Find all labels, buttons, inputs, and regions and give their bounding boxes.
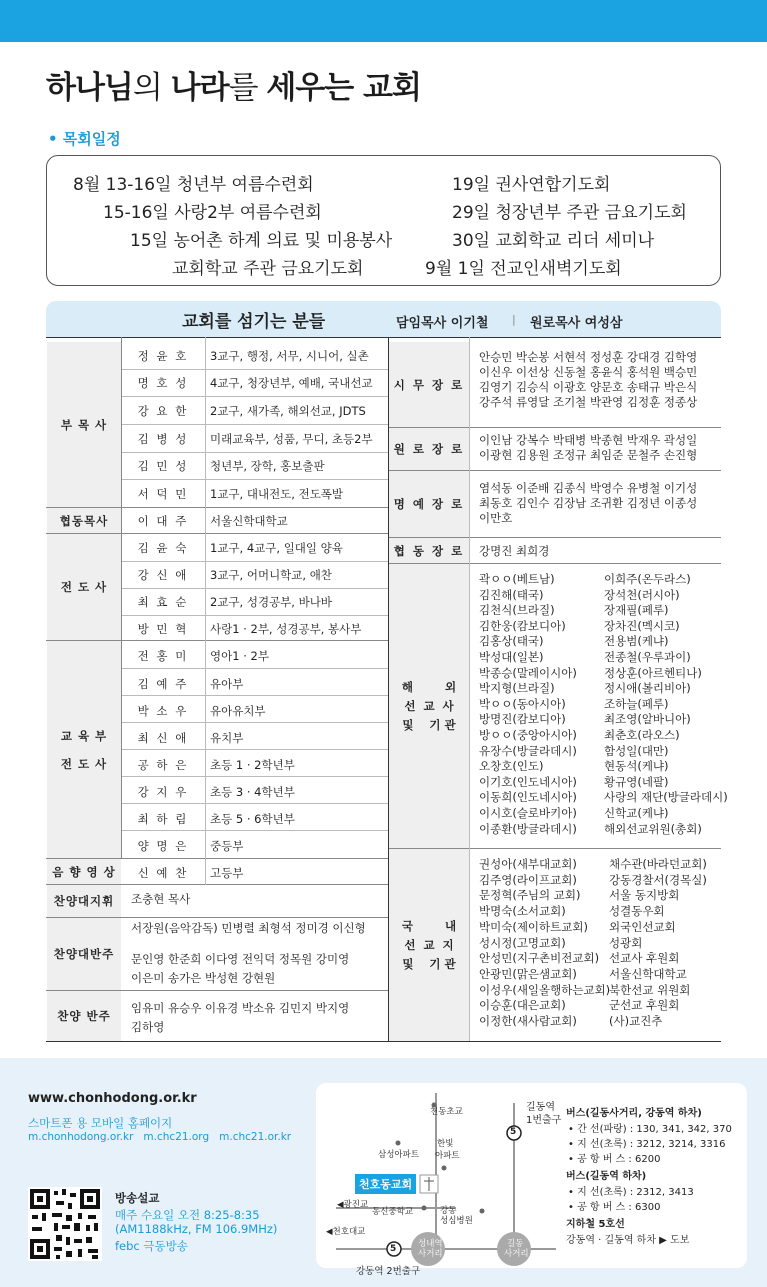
- row-divider: [121, 803, 388, 804]
- title-part: 를: [228, 70, 267, 106]
- title-part: 하나님: [46, 70, 133, 106]
- cat-line: 및 기 관: [402, 717, 456, 732]
- cat-line: 선 교 사: [404, 698, 454, 713]
- staff-duty: 2교구, 성경공부, 바나바: [210, 595, 332, 609]
- cat-assoc: 부 목 사: [47, 342, 121, 507]
- row-divider: [389, 470, 721, 471]
- staff-name: 최 신 애: [137, 731, 189, 745]
- title-part: 세우는 교회: [266, 70, 421, 106]
- cat-active-elders: 시 무 장 로: [389, 342, 469, 427]
- title-part: 나라: [170, 70, 229, 106]
- list-item: 김한웅(캄보디아): [479, 618, 566, 633]
- staff-duty: 중등부: [210, 839, 244, 853]
- list-item: 김주영(라이프교회): [479, 872, 577, 887]
- row-divider: [121, 424, 388, 425]
- map-label: 아파트: [435, 1151, 460, 1161]
- schedule-item: 19일 권사연합기도회: [452, 175, 611, 195]
- cat-coop: 협동목사: [47, 508, 121, 533]
- map-label: 성내역: [418, 1239, 443, 1249]
- broadcast-freq: (AM1188kHz, FM 106.9MHz): [115, 1222, 278, 1236]
- list-item: 강동경찰서(경목실): [609, 872, 707, 887]
- staff-name: 공 하 은: [137, 758, 189, 772]
- staff-name: 최 효 순: [137, 595, 189, 609]
- list-item: 박종승(말레이시아): [479, 665, 577, 680]
- staff-name: 전 홍 미: [137, 649, 189, 663]
- staff-duty: 2교구, 새가족, 해외선교, JDTS: [210, 404, 366, 418]
- row-divider: [389, 563, 721, 564]
- col-divider: [121, 337, 122, 858]
- map-label: 삼성아파트: [378, 1150, 420, 1160]
- col-divider: [469, 337, 470, 1041]
- accompanist-list: 문인영 한준희 이다영 전익덕 정목원 강미영: [131, 952, 350, 966]
- row-divider: [121, 452, 388, 453]
- list-item: 외국인선교회: [609, 919, 676, 934]
- list-item: 오창호(인도): [479, 759, 544, 774]
- col-divider: [388, 337, 389, 1041]
- row-divider: [46, 884, 388, 885]
- list-item: 안광민(맑은샘교회): [479, 966, 577, 981]
- mobile-label: 스마트폰 용 모바일 홈페이지: [28, 1116, 173, 1130]
- bus-line: • 간 선(파랑) : 130, 341, 342, 370: [568, 1124, 732, 1135]
- map-label: 성심병원: [440, 1216, 473, 1226]
- emeritus-list: 이광현 김용원 조정규 최임준 문철주 손진형: [479, 448, 698, 462]
- list-item: 권성아(새부대교회): [479, 857, 577, 871]
- cat-line: 선 교 지: [404, 937, 454, 952]
- schedule-label: • 목회일정: [48, 130, 121, 148]
- av-staff: 조충현 목사: [131, 892, 191, 906]
- row-divider: [46, 917, 388, 918]
- list-item: 정상훈(아르헨티나): [604, 665, 702, 680]
- broadcast-title: 방송설교: [115, 1191, 160, 1205]
- staff-name: 서 덕 민: [137, 487, 189, 501]
- map-label: 강동역 2번출구: [356, 1266, 421, 1277]
- cat-evang: 전 도 사: [47, 534, 121, 640]
- bus-line: • 공 항 버 스 : 6300: [568, 1202, 661, 1213]
- cat-line: 및 기 관: [402, 956, 456, 971]
- col-divider: [205, 337, 206, 885]
- list-item: 북한선교 위원회: [609, 982, 691, 997]
- row-divider: [121, 615, 388, 616]
- list-item: 최조영(알바니아): [604, 712, 691, 727]
- church-marker[interactable]: 천호동교회: [355, 1174, 416, 1194]
- row-divider: [121, 668, 388, 669]
- row-divider: [46, 990, 388, 991]
- list-item: 이시호(슬로바키아): [479, 806, 577, 820]
- list-item: 이성우(새일올행하는교회): [479, 982, 611, 997]
- staff-duty: 1교구, 대내전도, 전도폭발: [210, 487, 344, 501]
- row-divider: [46, 507, 388, 508]
- staff-duty: 초등 1 · 2학년부: [210, 758, 295, 772]
- row-divider: [121, 695, 388, 696]
- schedule-item: 15-16일 사랑2부 여름수련회: [103, 203, 322, 223]
- header-separator: |: [512, 313, 516, 326]
- list-item: 장차진(멕시코): [604, 618, 680, 633]
- conductor-list: 서장원(음악감독) 민병렬 최형석 정미경 이신형: [131, 921, 366, 935]
- staff-duty: 고등부: [210, 866, 244, 880]
- row-divider: [121, 561, 388, 562]
- list-item: 사랑의 재단(방글라데시): [604, 790, 728, 805]
- staff-duty: 3교구, 어머니학교, 애찬: [210, 568, 332, 582]
- row-divider: [46, 640, 388, 641]
- staff-duty: 초등 3 · 4학년부: [210, 785, 295, 799]
- map-label: 길동: [507, 1239, 524, 1249]
- map-label: ◀천호대교: [326, 1227, 366, 1237]
- elder-list: 안승민 박순봉 서현석 정성훈 강대경 김학영: [479, 350, 698, 364]
- list-item: 이승훈(대은교회): [479, 998, 566, 1013]
- staff-name: 김 예 주: [137, 677, 189, 691]
- staff-duty: 영아1 · 2부: [210, 649, 269, 663]
- list-item: 안성민(지구촌비전교회): [479, 951, 600, 966]
- staff-name: 이 대 주: [137, 514, 189, 528]
- emeritus-pastor: 원로목사 여성삼: [530, 316, 623, 331]
- staff-name: 최 하 림: [137, 812, 189, 826]
- emeritus-list: 이인남 강복수 박태병 박종현 박재우 곽성일: [479, 433, 698, 447]
- honorary-list: 최동호 김인수 김장남 조귀환 김정년 이종성: [479, 496, 698, 510]
- cat-overseas: [389, 564, 469, 848]
- map-label: 사거리: [418, 1249, 443, 1259]
- cat-choir-accompanist: 찬양대반주: [47, 918, 121, 990]
- row-divider: [46, 337, 721, 338]
- cat-conductor: 찬양대지휘: [47, 885, 121, 917]
- praise-accompanist-list: 김하영: [131, 1020, 165, 1034]
- staff-name: 김 병 성: [137, 432, 189, 446]
- list-item: 박성대(일본): [479, 650, 544, 664]
- coop-elder-list: 강명진 최희경: [479, 544, 550, 558]
- list-item: 전용범(케냐): [604, 634, 669, 649]
- broadcast-time: 매주 수요일 오전 8:25-8:35: [115, 1208, 260, 1222]
- line-number: 5: [510, 1127, 517, 1137]
- staff-name: 박 소 우: [137, 704, 189, 718]
- bus-heading: 버스(길동역 하차): [566, 1171, 647, 1182]
- list-item: 함성일(대만): [604, 743, 669, 758]
- list-item: 박ㅇㅇ(동아시아): [479, 696, 566, 711]
- list-item: 현동석(케냐): [604, 759, 669, 774]
- list-item: 박지형(브라질): [479, 681, 555, 696]
- list-item: 신학교(케냐): [604, 806, 669, 820]
- list-item: 성시정(고명교회): [479, 935, 566, 950]
- row-divider: [121, 749, 388, 750]
- bus-line: • 지 선(초록) : 2312, 3413: [568, 1187, 694, 1198]
- row-divider: [121, 588, 388, 589]
- staff-name: 강 요 한: [137, 404, 189, 418]
- cat-emeritus-elders: 원 로 장 로: [389, 428, 469, 470]
- bus-line: • 공 항 버 스 : 6200: [568, 1154, 661, 1165]
- map-label: 동신중학교: [372, 1207, 414, 1217]
- senior-pastor: 담임목사 이기철: [396, 316, 489, 331]
- list-item: 성결동우회: [609, 904, 665, 919]
- cat-coop-elders: 협 동 장 로: [389, 538, 469, 563]
- schedule-item: 9월 1일 전교인새벽기도회: [425, 259, 622, 279]
- bus-heading: 버스(길동사거리, 강동역 하차): [566, 1108, 702, 1119]
- list-item: 채수관(바라던교회): [609, 857, 707, 871]
- cat-edu: [47, 641, 121, 858]
- row-divider: [46, 1041, 721, 1042]
- staff-duty: 1교구, 4교구, 일대일 양육: [210, 541, 343, 555]
- elder-list: 강주석 류영달 조기철 박관영 김정훈 정종상: [479, 395, 698, 409]
- mobile-urls[interactable]: m.chonhodong.or.kr m.chc21.org m.chc21.or.kr: [28, 1131, 292, 1143]
- bus-line: • 지 선(초록) : 3212, 3214, 3316: [568, 1139, 726, 1150]
- list-item: 전종철(우루과이): [604, 650, 691, 664]
- list-item: 김천식(브라질): [479, 603, 555, 618]
- list-item: (사)교진추: [609, 1014, 663, 1028]
- elder-list: 이신우 이선상 신동철 홍윤식 홍석원 백승민: [479, 365, 698, 379]
- list-item: 김진해(태국): [479, 587, 544, 602]
- row-divider: [121, 396, 388, 397]
- map-label: 사거리: [504, 1249, 529, 1259]
- list-item: 문정혁(주님의 교회): [479, 888, 581, 903]
- map-label: 1번출구: [526, 1115, 562, 1126]
- schedule-item: 29일 청장년부 주관 금요기도회: [452, 203, 687, 223]
- top-accent-bar: [0, 0, 767, 42]
- list-item: 선교사 후원회: [609, 951, 680, 966]
- row-divider: [389, 427, 721, 428]
- staff-duty: 청년부, 장학, 홍보출판: [210, 459, 325, 473]
- praise-accompanist-list: 임유미 유승우 이유경 박소유 김민지 박지영: [131, 1001, 350, 1015]
- row-divider: [121, 369, 388, 370]
- cat-line: 해 외: [401, 679, 457, 694]
- schedule-item: 15일 농어촌 하계 의료 및 미용봉사: [130, 231, 393, 251]
- broadcast-station: febc 극동방송: [115, 1239, 188, 1253]
- list-item: 정시애(볼리비아): [604, 681, 691, 696]
- list-item: 장석천(러시아): [604, 587, 680, 602]
- staff-name: 김 민 성: [137, 459, 189, 473]
- list-item: 방ㅇㅇ(중앙아시아): [479, 728, 577, 742]
- row-divider: [121, 776, 388, 777]
- list-item: 이동희(인도네시아): [479, 790, 577, 805]
- row-divider: [121, 722, 388, 723]
- row-divider: [46, 533, 388, 534]
- staff-name: 정 윤 호: [137, 349, 189, 363]
- schedule-item: 30일 교회학교 리더 세미나: [452, 231, 655, 251]
- cat-praise-accompanist: 찬양 반주: [47, 991, 121, 1041]
- list-item: 장재필(페루): [604, 603, 669, 618]
- staff-name: 방 민 혁: [137, 622, 189, 636]
- staff-name: 강 지 우: [137, 785, 189, 799]
- staff-duty: 서울신학대학교: [210, 514, 288, 528]
- honorary-list: 이만호: [479, 511, 513, 525]
- row-divider: [389, 537, 721, 538]
- staff-name: 명 호 성: [137, 376, 189, 390]
- cat-line: 국 내: [401, 918, 457, 933]
- cat-av: 음 향 영 상: [47, 859, 121, 884]
- row-divider: [121, 479, 388, 480]
- subway-line: 강동역 · 길동역 하차 ▶ 도보: [566, 1235, 690, 1246]
- staff-duty: 유아부: [210, 677, 244, 691]
- list-item: 방명진(캄보디아): [479, 712, 566, 727]
- schedule-item: 교회학교 주관 금요기도회: [172, 259, 364, 279]
- list-item: 성광회: [609, 935, 643, 950]
- list-item: 이종환(방글라데시): [479, 821, 577, 836]
- staff-duty: 4교구, 청장년부, 예배, 국내선교: [210, 376, 373, 390]
- qr-code-icon[interactable]: [28, 1187, 102, 1261]
- list-item: 최춘호(라오스): [604, 728, 680, 742]
- page-title: [46, 62, 421, 107]
- cat-edu-line: 교 육 부: [60, 728, 108, 743]
- list-item: 서울 동지방회: [609, 888, 680, 903]
- list-item: 곽ㅇㅇ(베트남): [479, 572, 555, 586]
- map-label: 길동역: [526, 1102, 555, 1113]
- title-part: 의: [132, 70, 171, 106]
- accompanist-list: 이은미 송가은 박성현 강현원: [131, 971, 276, 985]
- staff-duty: 사랑1 · 2부, 성경공부, 봉사부: [210, 622, 362, 636]
- list-item: 이기호(인도네시아): [479, 774, 577, 789]
- map-label: ◀광진교: [337, 1200, 369, 1210]
- staff-duty: 3교구, 행정, 서무, 시니어, 실촌: [210, 349, 369, 363]
- list-item: 박명숙(소서교회): [479, 904, 566, 919]
- cat-domestic: [389, 849, 469, 1041]
- subway-heading: 지하철 5호선: [566, 1219, 625, 1230]
- list-item: 해외선교위원(총회): [604, 821, 702, 836]
- staff-duty: 초등 5 · 6학년부: [210, 812, 295, 826]
- map-label: 한빛: [437, 1139, 454, 1149]
- map-label: 천동초교: [430, 1107, 463, 1117]
- row-divider: [121, 830, 388, 831]
- cat-edu-line: 전 도 사: [60, 756, 108, 771]
- list-item: 군선교 후원회: [609, 998, 680, 1013]
- list-item: 서울신학대학교: [609, 966, 687, 981]
- list-item: 황규영(네팔): [604, 774, 669, 789]
- list-item: 이희주(온두라스): [604, 572, 691, 586]
- row-divider: [46, 858, 388, 859]
- website-url[interactable]: www.chonhodong.or.kr: [28, 1091, 197, 1106]
- staff-name: 신 예 찬: [137, 866, 189, 880]
- list-item: 이정한(새사람교회): [479, 1014, 577, 1028]
- list-item: 김홍상(태국): [479, 634, 544, 649]
- cat-honorary-elders: 명 예 장 로: [389, 471, 469, 537]
- staff-duty: 유아유치부: [210, 704, 266, 718]
- elder-list: 김영기 김승식 이광호 양문호 송태규 박은식: [479, 380, 698, 394]
- list-item: 조하늘(페루): [604, 696, 669, 711]
- staff-duty: 미래교육부, 성품, 무디, 초등2부: [210, 432, 373, 446]
- list-item: 박미숙(제이하트교회): [479, 919, 588, 934]
- list-item: 유장수(방글라데시): [479, 743, 577, 758]
- map-label: 강동: [440, 1206, 457, 1216]
- staff-name: 강 신 애: [137, 568, 189, 582]
- line-number: 5: [390, 1244, 397, 1254]
- honorary-list: 염석동 이준배 김종식 박영수 유병철 이기성: [479, 481, 698, 495]
- staff-name: 김 윤 숙: [137, 541, 189, 555]
- staff-title: 교회를 섬기는 분들: [182, 312, 326, 332]
- schedule-item: 8월 13-16일 청년부 여름수련회: [73, 175, 314, 195]
- row-divider: [389, 848, 721, 849]
- staff-duty: 유치부: [210, 731, 244, 745]
- staff-name: 양 명 은: [137, 839, 189, 853]
